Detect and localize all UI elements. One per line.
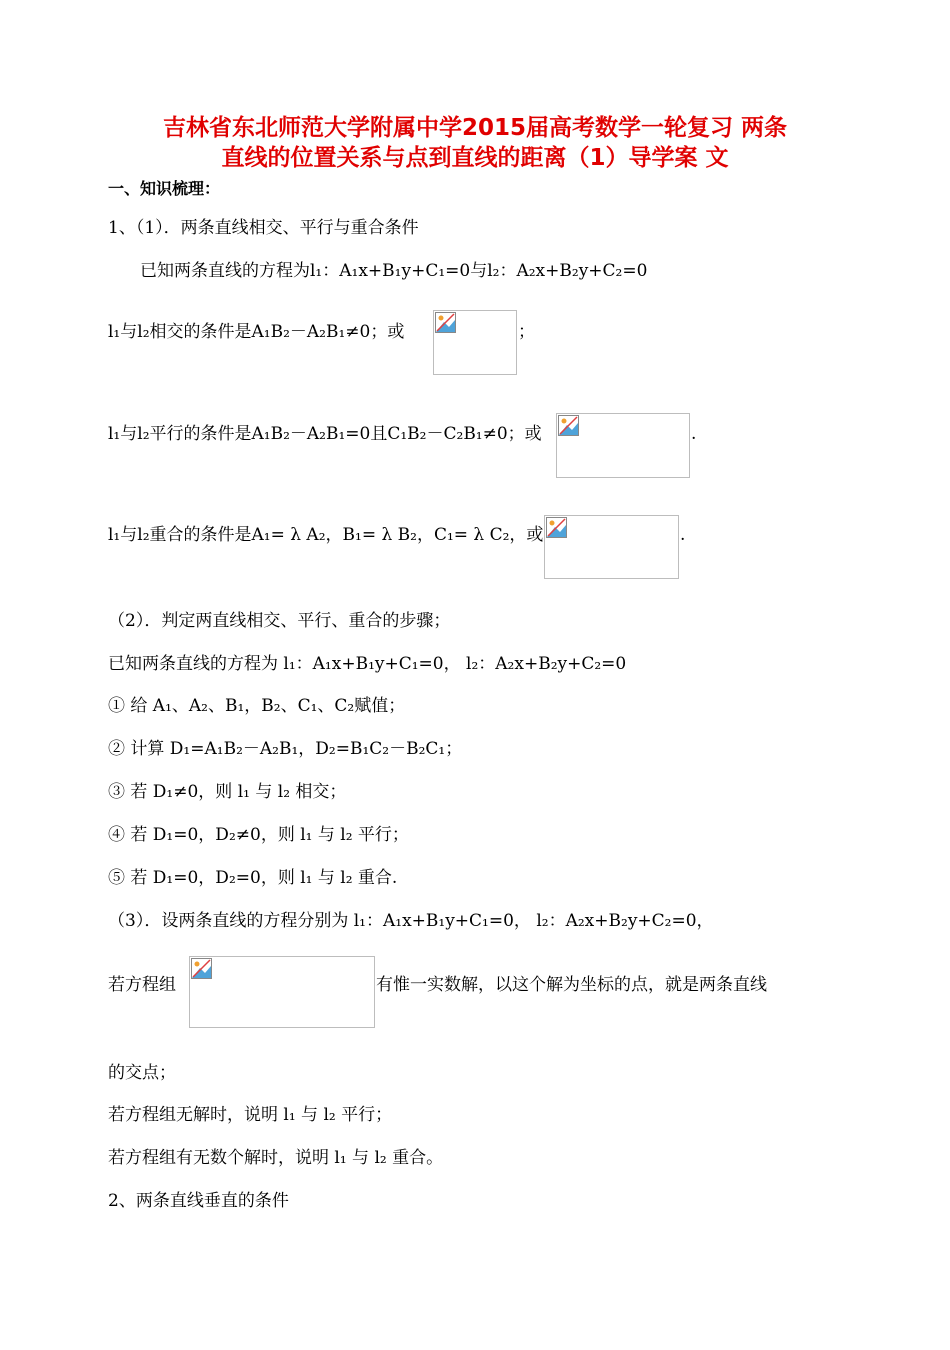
item4-heading: 2、两条直线垂直的条件 [108, 1191, 289, 1211]
document-title-line1: 吉林省东北师范大学附属中学2015届高考数学一轮复习 两条 [162, 115, 788, 141]
step-1: ① 给 A₁、A₂、B₁，B₂、C₁、C₂赋值； [108, 696, 406, 716]
intersect-condition: l₁与l₂相交的条件是A₁B₂－A₂B₁≠0；或 [108, 322, 405, 342]
system-continuation: 的交点； [108, 1063, 176, 1083]
broken-image-icon [546, 517, 567, 538]
item2-given-equations: 已知两条直线的方程为 l₁：A₁x+B₁y+C₁=0， l₂：A₂x+B₂y+C₂=0 [108, 654, 627, 674]
parallel-condition-end: . [691, 424, 697, 444]
item3-heading: （3）．设两条直线的方程分别为 l₁：A₁x+B₁y+C₁=0， l₂：A₂x+B₂y+C₂=0， [108, 911, 714, 931]
equation-system-image [189, 956, 375, 1028]
system-suffix: 有惟一实数解，以这个解为坐标的点，就是两条直线 [376, 975, 767, 995]
parallel-condition: l₁与l₂平行的条件是A₁B₂－A₂B₁=0且C₁B₂－C₂B₁≠0；或 [108, 424, 542, 444]
document-title-line2: 直线的位置关系与点到直线的距离（1）导学案 文 [221, 145, 729, 171]
section-heading-knowledge: 一、知识梳理： [108, 179, 221, 198]
coincide-condition: l₁与l₂重合的条件是A₁= λ A₂，B₁= λ B₂，C₁= λ C₂，或 [108, 525, 544, 545]
coincide-condition-end: . [680, 525, 686, 545]
item1-given-equations: 已知两条直线的方程为l₁：A₁x+B₁y+C₁=0与l₂：A₂x+B₂y+C₂=0 [140, 261, 648, 281]
no-solution-statement: 若方程组无解时，说明 l₁ 与 l₂ 平行； [108, 1105, 393, 1125]
parallel-formula-image [556, 413, 690, 478]
step-5: ⑤ 若 D₁=0，D₂=0，则 l₁ 与 l₂ 重合. [108, 868, 398, 888]
step-2: ② 计算 D₁=A₁B₂－A₂B₁，D₂=B₁C₂－B₂C₁； [108, 739, 463, 759]
item1-heading: 1、（1）．两条直线相交、平行与重合条件 [108, 218, 419, 238]
intersect-condition-end: ； [518, 322, 535, 342]
step-3: ③ 若 D₁≠0，则 l₁ 与 l₂ 相交； [108, 782, 347, 802]
coincide-formula-image [544, 515, 679, 579]
intersect-formula-image [433, 310, 517, 375]
broken-image-icon [558, 415, 579, 436]
system-prefix: 若方程组 [108, 975, 176, 995]
item2-heading: （2）．判定两直线相交、平行、重合的步骤； [108, 611, 451, 631]
step-4: ④ 若 D₁=0，D₂≠0，则 l₁ 与 l₂ 平行； [108, 825, 409, 845]
broken-image-icon [435, 312, 456, 333]
broken-image-icon [191, 958, 212, 979]
infinite-solution-statement: 若方程组有无数个解时，说明 l₁ 与 l₂ 重合。 [108, 1148, 444, 1168]
